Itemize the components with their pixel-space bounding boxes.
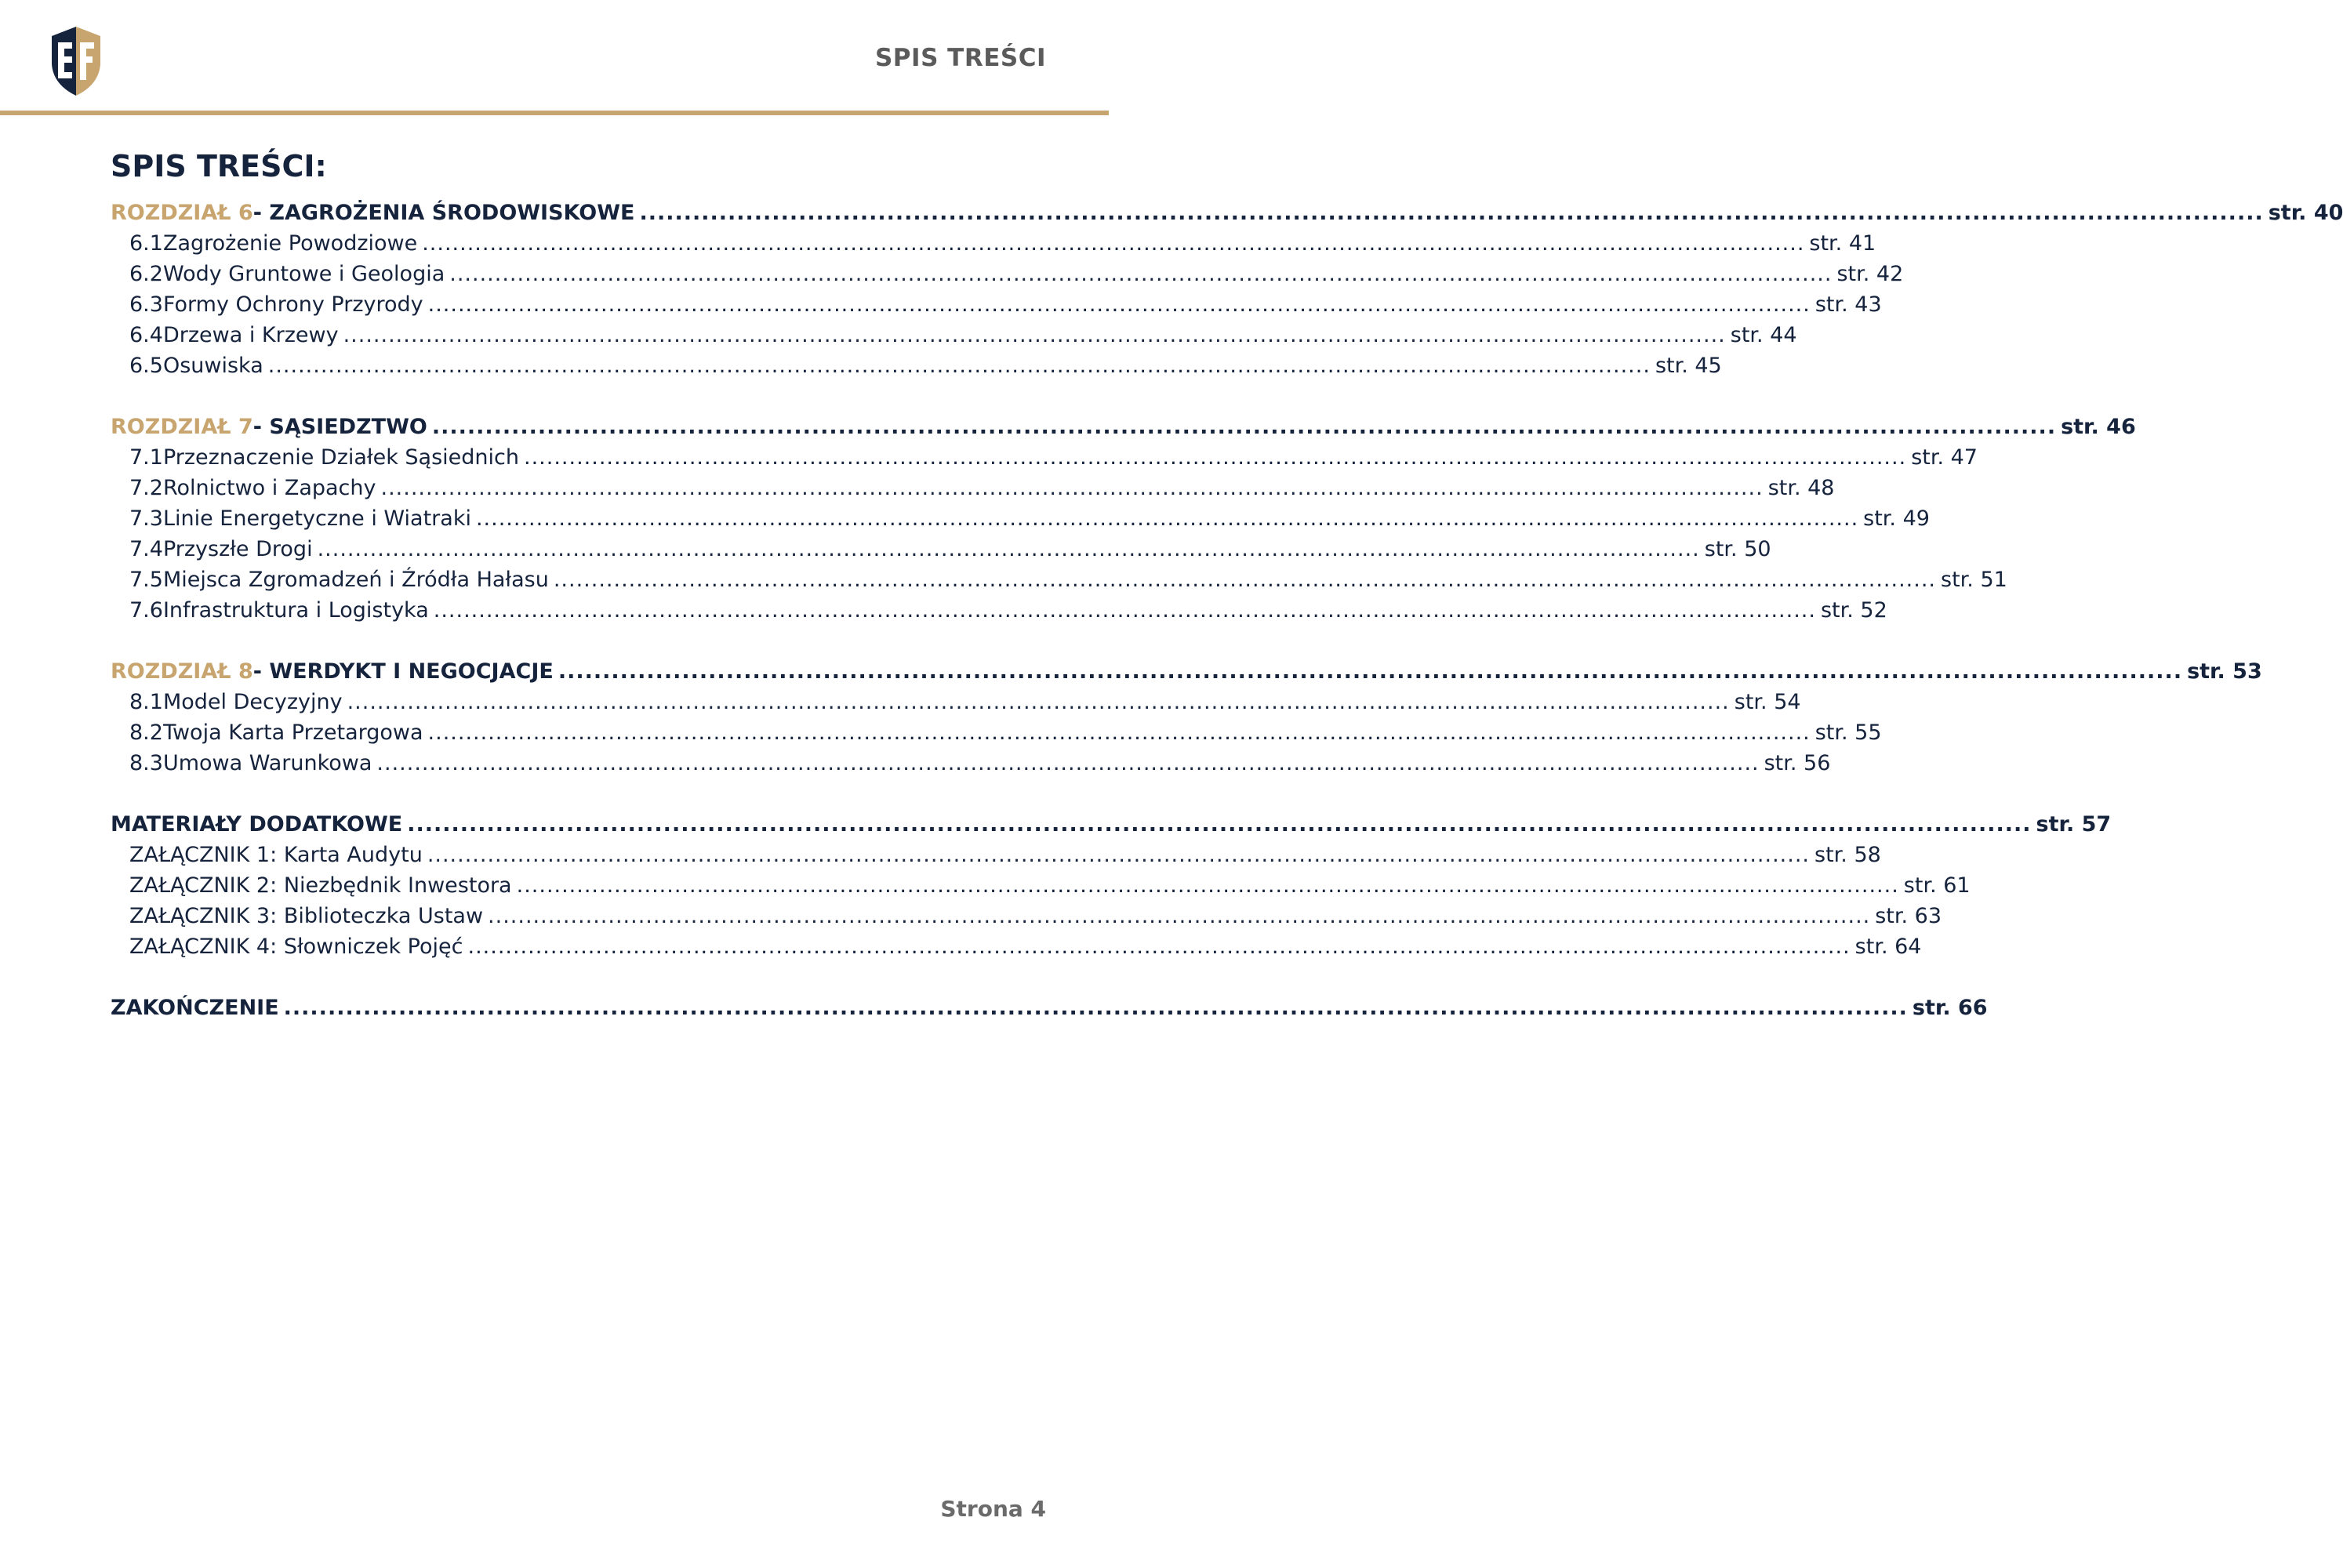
leader-dots: ........................................................................................................................................................................................ [427, 292, 1811, 317]
item-number: 6.2 [129, 262, 163, 286]
item-number: 8.1 [129, 690, 163, 714]
annex-title: Niezbędnik Inwestora [283, 873, 512, 898]
chapter-page: str. 53 [2187, 659, 2262, 684]
toc-title: SPIS TREŚCI: [111, 149, 327, 183]
leader-dots: ........................................................................................................................................................................................ [380, 476, 1764, 500]
toc-item-8-2[interactable] [111, 717, 1882, 748]
toc-item-7-5[interactable] [111, 564, 2007, 595]
page-header [0, 0, 1109, 116]
item-page: str. 45 [1655, 354, 1722, 378]
toc-item-7-2[interactable] [111, 473, 1835, 503]
item-title: Przeznaczenie Działek Sąsiednich [162, 445, 519, 470]
item-title: Miejsca Zgromadzeń i Źródła Hałasu [162, 568, 549, 592]
item-number: 6.4 [129, 323, 163, 347]
annex-number: ZAŁĄCZNIK 1: [129, 843, 278, 867]
item-page: str. 49 [1863, 506, 1930, 531]
leader-dots: ........................................................................................................................................................................................ [343, 323, 1726, 347]
item-title: Przyszłe Drogi [162, 537, 313, 561]
item-title: Linie Energetyczne i Wiatraki [162, 506, 471, 531]
header-divider [0, 111, 1109, 115]
item-title: Formy Ochrony Przyrody [162, 292, 423, 317]
section-gap [111, 626, 997, 656]
annex-title: Biblioteczka Ustaw [283, 904, 484, 928]
leader-dots: ........................................................................................................................................................................................ [317, 537, 1700, 561]
item-number: 7.4 [129, 537, 163, 561]
section-page: str. 57 [2036, 812, 2112, 837]
section-page: str. 66 [1912, 996, 1988, 1020]
toc-chapter-6[interactable] [111, 198, 2343, 228]
section-title: MATERIAŁY DODATKOWE [111, 812, 403, 837]
toc-item-6-3[interactable] [111, 289, 1882, 320]
toc-chapter-8[interactable] [111, 656, 2262, 687]
annex-page: str. 64 [1854, 935, 1922, 959]
item-page: str. 43 [1814, 292, 1882, 317]
item-page: str. 51 [1941, 568, 2007, 592]
toc-conclusion[interactable] [111, 993, 1988, 1023]
item-title: Model Decyzyjny [162, 690, 343, 714]
item-page: str. 54 [1734, 690, 1801, 714]
item-page: str. 48 [1767, 476, 1835, 500]
leader-dots: ........................................................................................................................................................................................ [449, 262, 1833, 286]
annex-number: ZAŁĄCZNIK 3: [129, 904, 278, 928]
chapter-page: str. 40 [2268, 201, 2343, 225]
section-title: ZAKOŃCZENIE [111, 996, 279, 1020]
item-title: Wody Gruntowe i Geologia [162, 262, 445, 286]
item-page: str. 52 [1820, 598, 1887, 622]
leader-dots: ........................................................................................................................................................................................ [427, 720, 1811, 745]
leader-dots: ........................................................................................................................................................................................ [431, 415, 2057, 439]
item-title: Rolnictwo i Zapachy [162, 476, 376, 500]
leader-dots: ........................................................................................................................................................................................ [467, 935, 1851, 959]
item-number: 7.3 [129, 506, 163, 531]
item-page: str. 44 [1730, 323, 1797, 347]
leader-dots: ........................................................................................................................................................................................ [516, 873, 1899, 898]
item-page: str. 55 [1814, 720, 1882, 745]
toc-annex-2[interactable] [111, 870, 1971, 901]
toc-chapter-7[interactable] [111, 412, 2136, 442]
item-number: 6.3 [129, 292, 163, 317]
item-title: Umowa Warunkowa [162, 751, 372, 775]
leader-dots: ........................................................................................................................................................................................ [433, 598, 1816, 622]
annex-title: Karta Audytu [283, 843, 423, 867]
toc-annex-3[interactable] [111, 901, 1942, 931]
section-gap [111, 962, 997, 993]
leader-dots: ........................................................................................................................................................................................ [376, 751, 1760, 775]
annex-number: ZAŁĄCZNIK 4: [129, 935, 278, 959]
item-page: str. 50 [1704, 537, 1771, 561]
chapter-label: ROZDZIAŁ 6 [111, 201, 253, 225]
leader-dots: ........................................................................................................................................................................................ [558, 659, 2183, 684]
item-title: Osuwiska [162, 354, 263, 378]
chapter-title: - WERDYKT I NEGOCJACJE [252, 659, 554, 684]
item-title: Zagrożenie Powodziowe [162, 231, 418, 256]
toc-item-6-1[interactable] [111, 228, 1876, 259]
item-number: 7.6 [129, 598, 163, 622]
annex-page: str. 63 [1875, 904, 1942, 928]
annex-page: str. 58 [1814, 843, 1881, 867]
leader-dots: ........................................................................................................................................................................................ [267, 354, 1651, 378]
item-page: str. 41 [1809, 231, 1876, 256]
toc-item-6-4[interactable] [111, 320, 1797, 350]
leader-dots: ........................................................................................................................................................................................ [475, 506, 1859, 531]
leader-dots: ........................................................................................................................................................................................ [422, 231, 1805, 256]
toc-item-7-4[interactable] [111, 534, 1771, 564]
toc-item-8-1[interactable] [111, 687, 1801, 717]
leader-dots: ........................................................................................................................................................................................ [283, 996, 1908, 1020]
toc-item-7-6[interactable] [111, 595, 1887, 626]
item-number: 7.1 [129, 445, 163, 470]
toc-item-6-2[interactable] [111, 259, 1904, 289]
item-title: Drzewa i Krzewy [162, 323, 339, 347]
item-number: 6.1 [129, 231, 163, 256]
leader-dots: ........................................................................................................................................................................................ [347, 690, 1730, 714]
item-title: Infrastruktura i Logistyka [162, 598, 429, 622]
leader-dots: ........................................................................................................................................................................................ [553, 568, 1937, 592]
toc-additional-materials[interactable] [111, 809, 2112, 840]
annex-number: ZAŁĄCZNIK 2: [129, 873, 278, 898]
leader-dots: ........................................................................................................................................................................................ [488, 904, 1871, 928]
annex-page: str. 61 [1903, 873, 1971, 898]
item-page: str. 47 [1911, 445, 1978, 470]
item-page: str. 56 [1764, 751, 1831, 775]
leader-dots: ........................................................................................................................................................................................ [407, 812, 2032, 837]
chapter-title: - SĄSIEDZTWO [252, 415, 427, 439]
header-title: SPIS TREŚCI [874, 44, 1046, 72]
item-number: 8.2 [129, 720, 163, 745]
chapter-label: ROZDZIAŁ 7 [111, 415, 253, 439]
toc-annex-1[interactable] [111, 840, 1881, 870]
page-number: Strona 4 [940, 1496, 1046, 1522]
chapter-label: ROZDZIAŁ 8 [111, 659, 253, 684]
chapter-title: - ZAGROŻENIA ŚRODOWISKOWE [252, 201, 635, 225]
chapter-page: str. 46 [2061, 415, 2136, 439]
toc-item-7-3[interactable] [111, 503, 1930, 534]
item-number: 6.5 [129, 354, 163, 378]
item-number: 7.5 [129, 568, 163, 592]
section-gap [111, 779, 997, 809]
item-page: str. 42 [1836, 262, 1904, 286]
toc-item-7-1[interactable] [111, 442, 1978, 473]
toc-item-8-3[interactable] [111, 748, 1831, 779]
item-title: Twoja Karta Przetargowa [162, 720, 423, 745]
shield-logo-icon [49, 25, 104, 97]
leader-dots: ........................................................................................................................................................................................ [639, 201, 2264, 225]
section-gap [111, 381, 997, 412]
item-number: 8.3 [129, 751, 163, 775]
annex-title: Słowniczek Pojęć [283, 935, 463, 959]
toc-annex-4[interactable] [111, 931, 1922, 962]
toc-item-6-5[interactable] [111, 350, 1722, 381]
leader-dots: ........................................................................................................................................................................................ [427, 843, 1810, 867]
leader-dots: ........................................................................................................................................................................................ [524, 445, 1907, 470]
item-number: 7.2 [129, 476, 163, 500]
table-of-contents [111, 149, 2343, 1023]
